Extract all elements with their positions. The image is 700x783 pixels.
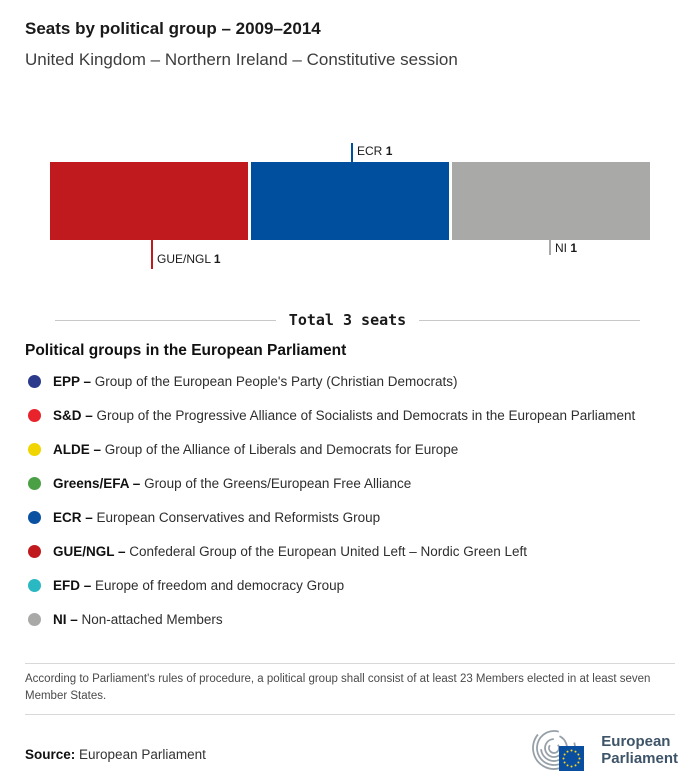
- legend-item-ni: [25, 602, 685, 636]
- eu-flag-icon: [559, 746, 584, 771]
- ecr-callout-group: ECR: [357, 144, 383, 158]
- legend-desc: Group of the Progressive Alliance of Socialists and Democrats in the European Parliament: [96, 407, 636, 423]
- stacked-bar: [50, 162, 650, 240]
- sd-color-dot-icon: [28, 409, 41, 422]
- political-groups-legend: [25, 364, 685, 636]
- legend-item-sd: [25, 398, 685, 432]
- greens-efa-color-dot-icon: [28, 477, 41, 490]
- efd-color-dot-icon: [28, 579, 41, 592]
- ni-callout-line: [549, 240, 551, 255]
- ni-callout-label: [555, 241, 577, 255]
- legend-abbr: ECR –: [53, 509, 93, 525]
- legend-item-greens-efa: [25, 466, 685, 500]
- gue-ngl-color-dot-icon: [28, 545, 41, 558]
- epp-color-dot-icon: [28, 375, 41, 388]
- ecr-callout-value: 1: [385, 144, 393, 158]
- ep-logo-line1: European: [601, 733, 671, 750]
- legend-abbr: Greens/EFA –: [53, 475, 141, 491]
- gue-ngl-callout-group: GUE/NGL: [157, 252, 211, 266]
- gue-ngl-callout-value: 1: [213, 252, 221, 266]
- total-seats-row: [55, 311, 640, 329]
- ep-hemicycle-icon: [528, 725, 594, 775]
- european-parliament-logo[interactable]: [528, 725, 678, 775]
- legend-abbr: ALDE –: [53, 441, 102, 457]
- legend-heading: Political groups in the European Parliament: [25, 342, 347, 359]
- ep-logo-wordmark: [601, 733, 678, 767]
- legend-item-efd: [25, 568, 685, 602]
- legend-abbr: EPP –: [53, 373, 92, 389]
- page-subtitle: United Kingdom – Northern Ireland – Constitutive session: [25, 50, 458, 69]
- legend-item-gue-ngl: [25, 534, 685, 568]
- footnote-text: According to Parliament's rules of procedure, a political group shall consist of at least 23 Members elected in at least seven Member States.: [25, 673, 651, 702]
- legend-abbr: EFD –: [53, 577, 92, 593]
- legend-item-epp: [25, 364, 685, 398]
- alde-color-dot-icon: [28, 443, 41, 456]
- ecr-callout-line: [351, 143, 353, 162]
- ecr-color-dot-icon: [28, 511, 41, 524]
- footnote-divider-top: [25, 663, 675, 664]
- legend-desc: Group of the Alliance of Liberals and Democrats for Europe: [104, 441, 459, 457]
- legend-item-alde: [25, 432, 685, 466]
- bar-segment-gue-ngl: [50, 162, 248, 240]
- seats-stacked-bar-chart: [50, 140, 650, 272]
- legend-abbr: S&D –: [53, 407, 93, 423]
- gue-ngl-callout-line: [151, 240, 153, 269]
- ecr-callout-label: [357, 144, 392, 158]
- legend-desc: Non-attached Members: [81, 611, 223, 627]
- legend-desc: Group of the Greens/European Free Alliance: [144, 475, 412, 491]
- gue-ngl-callout-label: [157, 252, 221, 266]
- legend-item-ecr: [25, 500, 685, 534]
- legend-abbr: NI –: [53, 611, 78, 627]
- ni-color-dot-icon: [28, 613, 41, 626]
- total-divider-right: [419, 320, 640, 321]
- legend-desc: Europe of freedom and democracy Group: [95, 577, 345, 593]
- legend-abbr: GUE/NGL –: [53, 543, 126, 559]
- bar-segment-ni: [452, 162, 650, 240]
- source-label: Source:: [25, 747, 76, 762]
- source-value: European Parliament: [79, 747, 206, 762]
- ni-callout-value: 1: [570, 241, 578, 255]
- bar-segment-ecr: [251, 162, 449, 240]
- ep-logo-line2: Parliament: [601, 750, 678, 767]
- total-seats-label: Total 3 seats: [288, 311, 407, 329]
- legend-desc: European Conservatives and Reformists Group: [96, 509, 381, 525]
- page-title: Seats by political group – 2009–2014: [25, 19, 321, 38]
- total-divider-left: [55, 320, 276, 321]
- source-line: [25, 747, 206, 762]
- legend-desc: Group of the European People's Party (Christian Democrats): [94, 373, 458, 389]
- legend-desc: Confederal Group of the European United Left – Nordic Green Left: [129, 543, 528, 559]
- ni-callout-group: NI: [555, 241, 567, 255]
- footnote-divider-bottom: [25, 714, 675, 715]
